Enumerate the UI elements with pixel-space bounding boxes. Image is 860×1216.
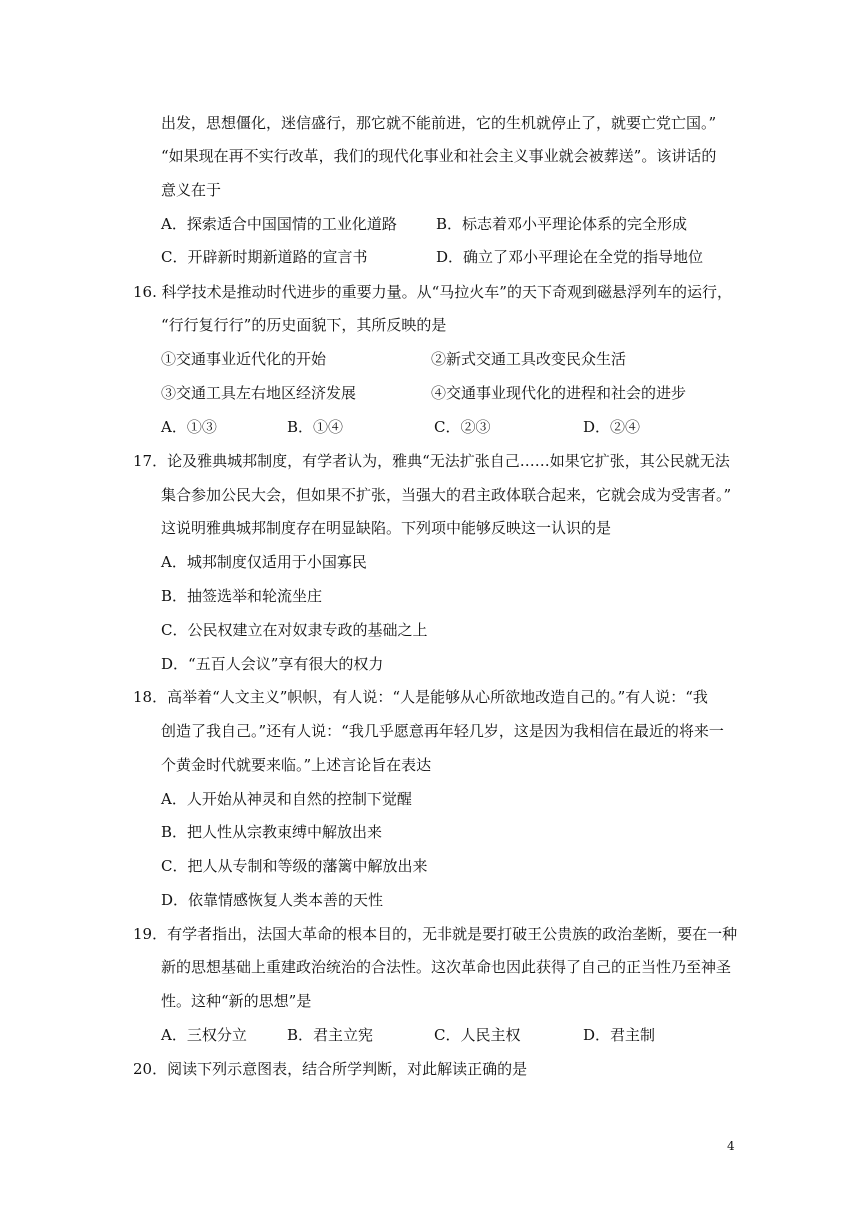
q15-line-1: 出发，思想僵化，迷信盛行，那它就不能前进，它的生机就停止了，就要亡党亡国。” <box>161 114 717 132</box>
page-number: 4 <box>727 1139 735 1153</box>
q15-option-d: D．确立了邓小平理论在全党的指导地位 <box>436 248 704 266</box>
q19-line-2: 新的思想基础上重建政治统治的合法性。这次革命也因此获得了自己的正当性乃至神圣 <box>161 958 732 976</box>
q16-item-3: ③交通工具左右地区经济发展 <box>161 384 357 402</box>
q19-option-a: A．三权分立 <box>161 1026 247 1044</box>
q16-option-a: A．①③ <box>161 418 217 436</box>
q15-option-a: A．探索适合中国国情的工业化道路 <box>161 215 397 233</box>
q17-option-b: B．抽签选举和轮流坐庄 <box>161 587 323 605</box>
q16-option-b: B．①④ <box>287 418 344 436</box>
q16-item-2: ②新式交通工具改变民众生活 <box>431 350 627 368</box>
q17-line-3: 这说明雅典城邦制度存在明显缺陷。下列项中能够反映这一认识的是 <box>161 519 612 537</box>
q19-line-3: 性。这种“新的思想”是 <box>161 992 312 1010</box>
q16-option-c: C．②③ <box>434 418 491 436</box>
q18-option-a: A．人开始从神灵和自然的控制下觉醒 <box>161 790 412 808</box>
q15-line-2: “如果现在再不实行改革，我们的现代化事业和社会主义事业就会被葬送”。该讲话的 <box>161 147 717 165</box>
q15-line-3: 意义在于 <box>161 181 222 199</box>
q16-line-2: “行行复行行”的历史面貌下，其所反映的是 <box>161 316 447 334</box>
q19-option-b: B．君主立宪 <box>287 1026 374 1044</box>
q18-option-c: C．把人从专制和等级的藩篱中解放出来 <box>161 857 428 875</box>
q17-option-c: C．公民权建立在对奴隶专政的基础之上 <box>161 621 428 639</box>
q17-option-d: D．“五百人会议”享有很大的权力 <box>161 655 384 673</box>
q15-option-b: B．标志着邓小平理论体系的完全形成 <box>436 215 688 233</box>
q16-line-1: 16. 科学技术是推动时代进步的重要力量。从“马拉火车”的天下奇观到磁悬浮列车的运行， <box>133 283 732 301</box>
q18-line-3: 个黄金时代就要来临。”上述言论旨在表达 <box>161 756 432 774</box>
q15-option-c: C．开辟新时期新道路的宣言书 <box>161 248 368 266</box>
q18-line-1: 18．高举着“人文主义”帜帜，有人说：“人是能够从心所欲地改造自己的。”有人说：“我 <box>133 688 708 706</box>
q17-option-a: A．城邦制度仅适用于小国寡民 <box>161 553 367 571</box>
q17-line-1: 17．论及雅典城邦制度，有学者认为，雅典“无法扩张自己……如果它扩张，其公民就无法 <box>133 452 730 470</box>
q16-item-4: ④交通事业现代化的进程和社会的进步 <box>431 384 687 402</box>
q16-option-d: D．②④ <box>583 418 641 436</box>
q19-option-c: C．人民主权 <box>434 1026 521 1044</box>
q18-option-d: D．依靠情感恢复人类本善的天性 <box>161 891 384 909</box>
q18-option-b: B．把人性从宗教束缚中解放出来 <box>161 823 383 841</box>
q19-option-d: D．君主制 <box>583 1026 656 1044</box>
q16-item-1: ①交通事业近代化的开始 <box>161 350 327 368</box>
q18-line-2: 创造了我自己。”还有人说：“我几乎愿意再年轻几岁，这是因为我相信在最近的将来一 <box>161 722 724 740</box>
q19-line-1: 19．有学者指出，法国大革命的根本目的，无非就是要打破王公贵族的政治垄断，要在一种 <box>133 925 738 943</box>
q17-line-2: 集合参加公民大会，但如果不扩张，当强大的君主政体联合起来，它就会成为受害者。” <box>161 486 732 504</box>
q20-line-1: 20．阅读下列示意图表，结合所学判断，对此解读正确的是 <box>133 1060 528 1078</box>
